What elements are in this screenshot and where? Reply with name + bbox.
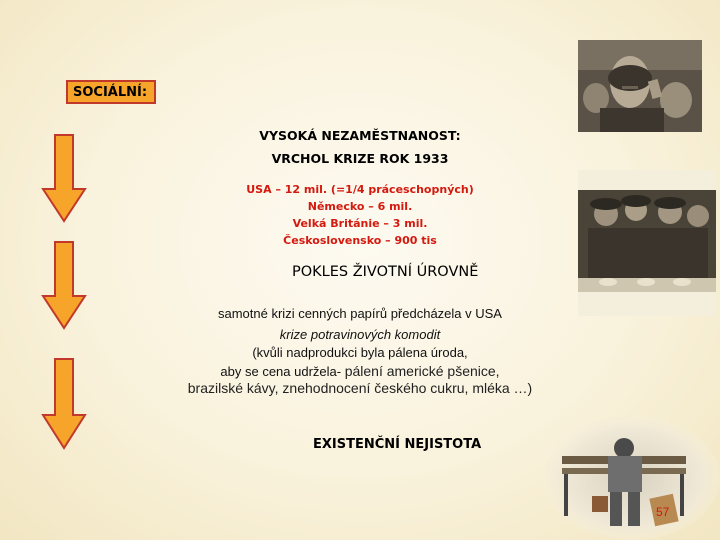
- living-line-4a: aby se cena udržela-: [220, 364, 345, 379]
- living-line-2: krize potravinových komodit: [279, 327, 441, 342]
- living-line-4b: pálení americké pšenice,: [344, 363, 500, 379]
- living-line-4: [0, 361, 720, 382]
- stat-germany: Německo – 6 mil.: [307, 200, 413, 213]
- stat-czechoslovakia: Československo – 900 tis: [283, 234, 437, 247]
- living-title: POKLES ŽIVOTNÍ ÚROVNĚ: [292, 264, 479, 280]
- migrant-mother-photo: [578, 40, 702, 132]
- stat-usa: USA – 12 mil. (=1/4 práceschopných): [246, 183, 474, 196]
- stat-britain: Velká Británie – 3 mil.: [292, 217, 428, 230]
- living-line-1: samotné krizi cenných papírů předcházela v USA: [218, 306, 502, 321]
- svg-text:57: 57: [656, 505, 670, 519]
- unemployment-peak: VRCHOL KRIZE ROK 1933: [271, 151, 449, 166]
- social-label: SOCIÁLNÍ:: [66, 80, 156, 104]
- insecurity-title: EXISTENČNÍ NEJISTOTA: [313, 437, 482, 452]
- living-line-5: brazilské kávy, znehodnocení českého cukru, mléka …): [187, 380, 533, 396]
- unemployment-title: VYSOKÁ NEZAMĚSTNANOST:: [259, 128, 461, 143]
- living-line-3: (kvůli nadprodukci byla pálena úroda,: [252, 345, 468, 360]
- bench-man-photo: [540, 412, 720, 540]
- breadline-photo: [578, 170, 716, 316]
